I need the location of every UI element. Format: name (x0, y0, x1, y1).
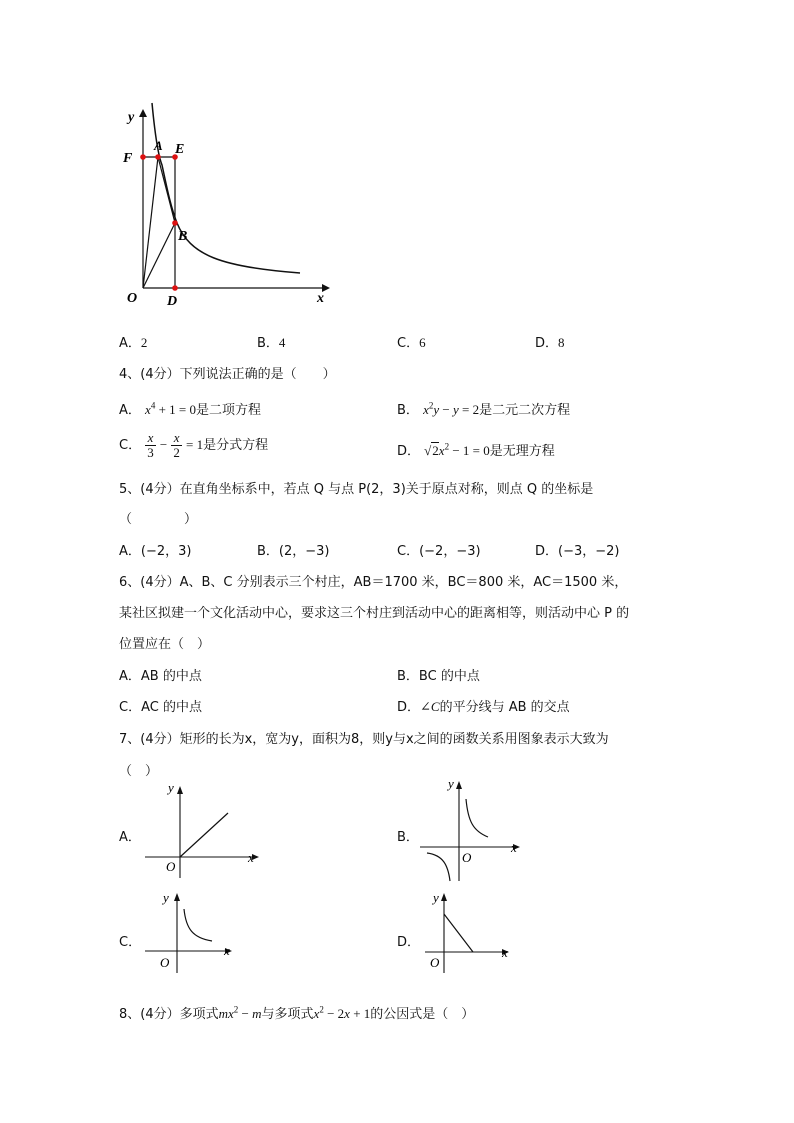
q7-option-c[interactable]: C． (119, 935, 142, 950)
hyperbola-figure (110, 95, 350, 335)
line-graph (180, 813, 228, 857)
q7-graph-d[interactable] (420, 885, 520, 975)
q6-stem-line3: 位置应在（ ） (119, 637, 211, 652)
q4-c-frac1: $\frac{x}{3}$ (147, 430, 154, 460)
q5-option-a[interactable]: A．(−2，3) (119, 544, 192, 559)
q4-d-formula: $√2x^2 - 1 = 0$ (424, 441, 490, 458)
q3-option-b[interactable]: B．4 (257, 335, 286, 351)
label-A: A (154, 138, 163, 153)
q6-option-d[interactable]: D．∠C的平分线与 AB 的交点 (397, 699, 570, 715)
q5-option-c[interactable]: C．(−2，−3) (397, 544, 481, 559)
label-x: x (317, 291, 324, 306)
point-A (155, 154, 161, 160)
q5-option-b[interactable]: B．(2，−3) (257, 544, 330, 559)
q4-c-frac2: $\frac{x}{2}$ (173, 430, 180, 460)
q4-option-b[interactable]: B． $x^2y - y = 2$是二元二次方程 (397, 400, 571, 418)
q8-poly1: $mx^2 - m$ (218, 1004, 262, 1021)
q5-option-d[interactable]: D．(−3，−2) (535, 544, 620, 559)
q5-paren: （ ） (119, 512, 198, 527)
q3-option-d[interactable]: D．8 (535, 335, 565, 351)
y-arrow (441, 893, 447, 901)
label-O: O (127, 291, 138, 306)
q7-paren: （ ） (119, 764, 159, 779)
q4-b-formula: $x^2y - y = 2$ (423, 400, 480, 417)
segment-OB (143, 223, 175, 288)
segment-AB (158, 157, 175, 223)
axis-y-label: y (168, 780, 174, 795)
segment-OA (143, 157, 158, 288)
q4-option-c[interactable]: C． $\frac{x}{3}$ − $\frac{x}{2}$ = 1是分式方程 (119, 430, 269, 460)
origin-label: O (462, 850, 472, 865)
q4-a-formula: $x^4 + 1 = 0$ (145, 400, 196, 417)
y-axis-arrow (139, 109, 147, 117)
y-arrow (174, 893, 180, 901)
q3-option-a[interactable]: A．2 (119, 335, 148, 351)
label-B: B (178, 229, 188, 244)
point-D (172, 285, 178, 291)
branch-1 (466, 799, 488, 837)
axis-y-label: y (163, 890, 169, 905)
axis-y-label: y (433, 890, 439, 905)
q7-graph-a[interactable] (140, 780, 270, 880)
q7-option-b[interactable]: B． (397, 830, 419, 845)
origin-label: O (430, 955, 440, 970)
q6-option-a[interactable]: A．AB 的中点 (119, 669, 202, 684)
axis-x-label: x (511, 840, 517, 855)
q7-stem: 7、(4分）矩形的长为x，宽为y，面积为8，则y与x之间的函数关系用图象表示大致为 (119, 732, 609, 747)
line-graph (444, 914, 473, 952)
axis-x-label: x (248, 850, 254, 865)
branch-1 (184, 909, 212, 941)
point-B (172, 220, 178, 226)
label-D: D (167, 294, 178, 309)
q3-option-c[interactable]: C．6 (397, 335, 426, 351)
q6-stem-line1: 6、(4分）A、B、C 分别表示三个村庄，AB＝1700 米，BC＝800 米，AC＝1500 米， (119, 575, 628, 590)
axis-y-label: y (448, 776, 454, 791)
q5-stem: 5、(4分）在直角坐标系中，若点 Q 与点 P(2，3)关于原点对称，则点 Q 的坐标是 (119, 482, 594, 497)
q8-stem: 8、(4分）多项式$mx^2 - m$与多项式$x^2 - 2x + 1$的公因式是（ ） (119, 1004, 475, 1022)
q7-graph-c[interactable] (140, 885, 245, 975)
branch-3 (427, 853, 450, 881)
q4-stem: 4、(4分）下列说法正确的是（ ） (119, 367, 336, 382)
origin-label: O (166, 859, 176, 874)
axis-x-label: x (502, 945, 508, 960)
q6-option-b[interactable]: B．BC 的中点 (397, 669, 480, 684)
q4-option-a[interactable]: A． $x^4 + 1 = 0$是二项方程 (119, 400, 262, 418)
q7-option-a[interactable]: A． (119, 830, 141, 845)
label-y: y (128, 110, 135, 125)
q8-poly2: $x^2 - 2x + 1$ (313, 1004, 371, 1021)
q6-stem-line2: 某社区拟建一个文化活动中心，要求这三个村庄到活动中心的距离相等，则活动中心 P 的 (119, 606, 630, 621)
label-F: F (123, 151, 133, 166)
axis-x-label: x (224, 943, 230, 958)
y-arrow (177, 786, 183, 794)
q7-graph-b[interactable] (415, 775, 530, 885)
hyperbola-curve (152, 103, 300, 273)
q7-option-d[interactable]: D． (397, 935, 421, 950)
q4-option-d[interactable]: D． $√2x^2 - 1 = 0$是无理方程 (397, 441, 555, 459)
y-arrow (456, 781, 462, 789)
point-F (140, 154, 146, 160)
origin-label: O (160, 955, 170, 970)
q6-option-c[interactable]: C．AC 的中点 (119, 700, 202, 715)
label-E: E (175, 142, 185, 157)
